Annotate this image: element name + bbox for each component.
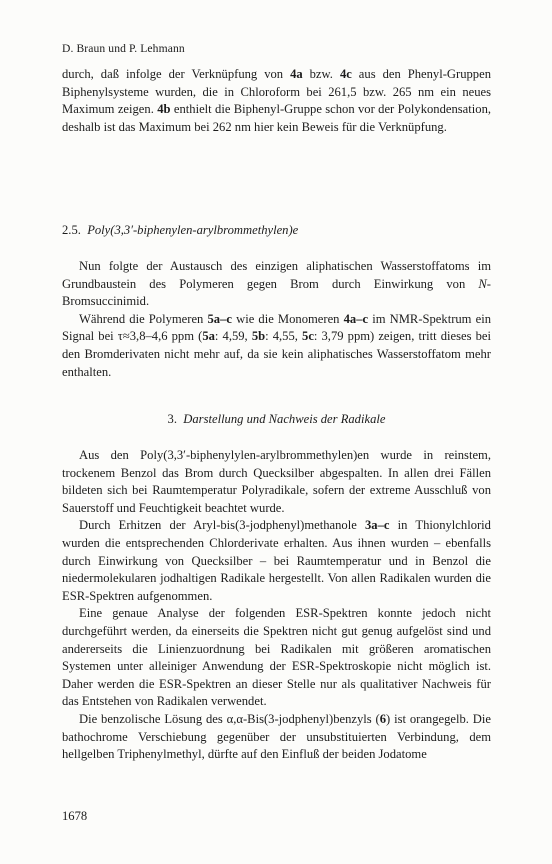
compound-label: 5b: [251, 329, 266, 344]
paragraph: Während die Polymeren 5a–c wie die Monomeren 4a–c im NMR-Spektrum ein Signal bei τ≈3,8–4,6 ppm (5a: 4,59, 5b: 4,55, 5c: 3,79 ppm) zeigen, tritt dieses bei den Bromderivaten nicht mehr auf, da sie kein aliphatisches Wasserstoffatom mehr enthalten.: [62, 311, 491, 379]
section-heading-2-5: [62, 222, 298, 239]
compound-label: 4a: [290, 67, 303, 81]
text-block-3: [62, 447, 491, 764]
compound-label: 4c: [339, 67, 352, 81]
paragraph: Nun folgte der Austausch des einzigen aliphatischen Wasserstoffatoms im Grundbaustein des Polymeren gegen Brom durch Einwirkung von N-Bromsuccinimid.: [62, 259, 491, 309]
italic-term: N: [478, 276, 487, 291]
paragraph: durch, daß infolge der Verknüpfung von 4a bzw. 4c aus den Phenyl-Gruppen Biphenylsysteme wurden, die in Chloroform bei 261,5 bzw. 265 nm ein neues Maximum zeigen. 4b enthielt die Biphenyl-Gruppe schon vor der Polykondensation, deshalb ist das Maximum bei 262 nm hier kein Beweis für die Verknüpfung.: [62, 67, 492, 134]
paragraph: Durch Erhitzen der Aryl-bis(3-jodphenyl)methanole 3a–c in Thionylchlorid wurden die entsprechenden Chlorderivate erhalten. Aus ihnen wurden – ebenfalls durch Einwirkung von Quecksilber – bei Raumtemperatur und in Benzol die niedermolekularen jodhaltigen Radikale hergestellt. Von allen Radikalen wurden die ESR-Spektren aufgenommen.: [62, 518, 491, 603]
paragraph: Die benzolische Lösung des α,α-Bis(3-jodphenyl)benzyls (6) ist orangegelb. Die bathochrome Verschiebung gegenüber der unsubstituierten Verbindung, dem hellgelben Triphenylmethyl, dürfte auf den Einfluß der beiden Jodatome: [62, 711, 491, 762]
paragraph: Eine genaue Analyse der folgenden ESR-Spektren konnte jedoch nicht durchgeführt werden, da einerseits die Spektren nicht gut genug aufgelöst sind und andererseits die Linienzuordnung bei Radikalen mit größeren aromatischen Systemen unter alleiniger Anwendung der ESR-Spektroskopie nicht möglich ist. Daher werden die ESR-Spektren an dieser Stelle nur als qualitativer Nachweis für das Entstehen von Radikalen verwendet.: [62, 606, 491, 709]
compound-label: 3a–c: [364, 518, 390, 533]
compound-label: 4a–c: [343, 311, 369, 326]
page-number: 1678: [62, 809, 88, 823]
text-block-intro: [62, 66, 491, 136]
compound-label: 5a–c: [207, 311, 232, 326]
running-head: D. Braun und P. Lehmann: [62, 42, 185, 55]
section-number: 3.: [167, 412, 177, 426]
section-title: Poly(3,3′-biphenylen-arylbrommethylen)e: [87, 223, 299, 237]
text-block-2-5: [62, 258, 491, 381]
section-heading-3: [62, 411, 491, 428]
compound-label: 5a: [202, 329, 215, 344]
compound-label: 4b: [157, 102, 171, 117]
compound-label: 6: [379, 711, 387, 726]
paragraph: Aus den Poly(3,3′-biphenylylen-arylbrommethylen)en wurde in reinstem, trockenem Benzol das Brom durch Quecksilber abgespalten. In allen drei Fällen bildeten sich bei Raumtemperatur Polyradikale, sofern der extreme Ausschluß von Sauerstoff und Feuchtigkeit beachtet wurde.: [62, 448, 491, 515]
section-number: 2.5.: [62, 223, 81, 237]
compound-label: 5c: [302, 329, 314, 344]
section-title: Darstellung und Nachweis der Radikale: [183, 412, 386, 426]
